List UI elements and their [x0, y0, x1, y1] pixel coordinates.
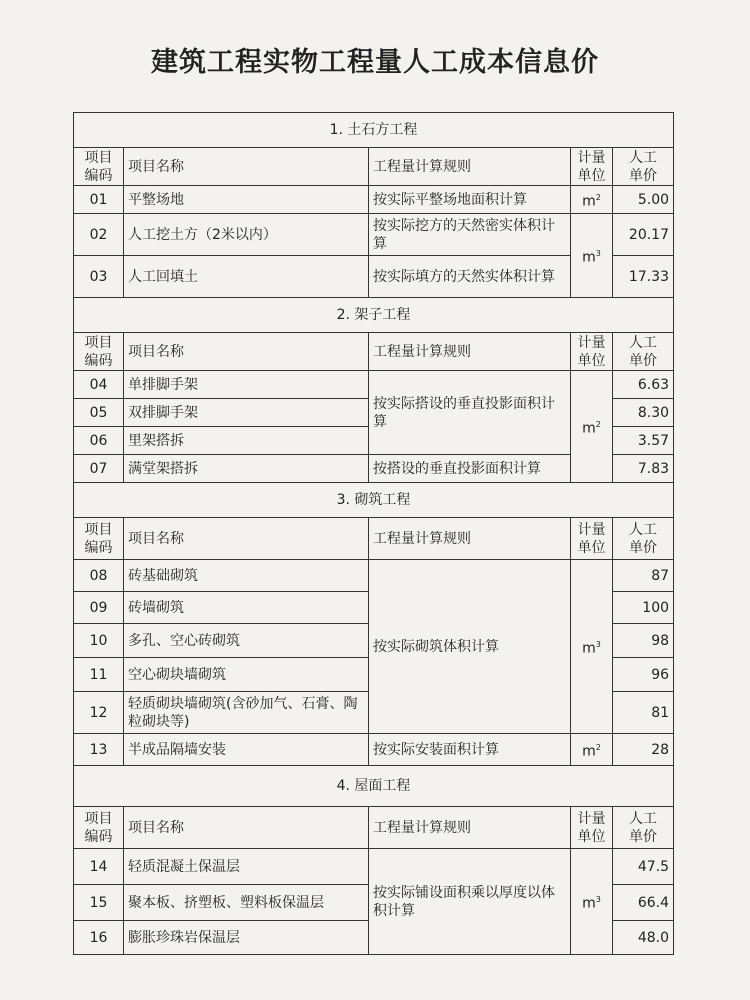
row-rule: 按实际砌筑体积计算	[369, 560, 571, 734]
row-rule: 按实际搭设的垂直投影面积计算	[369, 371, 571, 455]
row-name: 砖基础砌筑	[124, 560, 369, 592]
header-row	[74, 333, 674, 371]
col-rule-header: 工程量计算规则	[369, 148, 571, 186]
col-rule-header: 工程量计算规则	[369, 518, 571, 560]
row-code: 15	[74, 885, 124, 921]
col-code-header: 项目 编码	[74, 807, 124, 849]
row-unit: $m^2$	[571, 734, 613, 766]
row-price: 98	[613, 624, 674, 658]
row-name: 聚本板、挤塑板、塑料板保温层	[124, 885, 369, 921]
row-code: 09	[74, 592, 124, 624]
col-price-header: 人工 单价	[613, 333, 674, 371]
col-code-header: 项目 编码	[74, 518, 124, 560]
row-code: 06	[74, 427, 124, 455]
col-unit-header: 计量 单位	[571, 333, 613, 371]
row-name: 轻质砌块墙砌筑(含砂加气、石膏、陶粒砌块等)	[124, 692, 369, 734]
table-row	[74, 849, 674, 885]
row-price: 17.33	[613, 256, 674, 298]
row-unit: $m^3$	[571, 560, 613, 734]
row-code: 12	[74, 692, 124, 734]
col-name-header: 项目名称	[124, 807, 369, 849]
col-rule-header: 工程量计算规则	[369, 807, 571, 849]
row-price: 6.63	[613, 371, 674, 399]
row-name: 半成品隔墙安装	[124, 734, 369, 766]
table-row	[74, 560, 674, 592]
cost-table	[73, 112, 674, 955]
header-row	[74, 807, 674, 849]
row-code: 02	[74, 214, 124, 256]
row-price: 81	[613, 692, 674, 734]
row-price: 100	[613, 592, 674, 624]
col-name-header: 项目名称	[124, 333, 369, 371]
row-price: 8.30	[613, 399, 674, 427]
row-code: 16	[74, 921, 124, 955]
section-title: 1. 土石方工程	[74, 113, 674, 148]
row-price: 96	[613, 658, 674, 692]
col-unit-header: 计量 单位	[571, 518, 613, 560]
col-code-header: 项目 编码	[74, 333, 124, 371]
header-row	[74, 518, 674, 560]
row-rule: 按实际挖方的天然密实体积计算	[369, 214, 571, 256]
row-price: 48.0	[613, 921, 674, 955]
row-code: 04	[74, 371, 124, 399]
row-code: 08	[74, 560, 124, 592]
col-rule-header: 工程量计算规则	[369, 333, 571, 371]
row-price: 3.57	[613, 427, 674, 455]
col-name-header: 项目名称	[124, 148, 369, 186]
col-unit-header: 计量 单位	[571, 148, 613, 186]
row-name: 人工回填土	[124, 256, 369, 298]
section-title: 3. 砌筑工程	[74, 483, 674, 518]
row-price: 5.00	[613, 186, 674, 214]
row-name: 砖墙砌筑	[124, 592, 369, 624]
row-price: 7.83	[613, 455, 674, 483]
row-name: 轻质混凝土保温层	[124, 849, 369, 885]
row-unit: $m^3$	[571, 214, 613, 298]
col-unit-header: 计量 单位	[571, 807, 613, 849]
page-title: 建筑工程实物工程量人工成本信息价	[151, 47, 599, 78]
row-name: 单排脚手架	[124, 371, 369, 399]
row-name: 里架搭拆	[124, 427, 369, 455]
table-row	[74, 371, 674, 399]
table-row	[74, 734, 674, 766]
row-rule: 按实际填方的天然实体积计算	[369, 256, 571, 298]
row-rule: 按实际安装面积计算	[369, 734, 571, 766]
row-unit: $m^2$	[571, 186, 613, 214]
row-rule: 按搭设的垂直投影面积计算	[369, 455, 571, 483]
row-unit: $m^3$	[571, 849, 613, 955]
row-code: 13	[74, 734, 124, 766]
col-price-header: 人工 单价	[613, 148, 674, 186]
row-code: 07	[74, 455, 124, 483]
row-name: 多孔、空心砖砌筑	[124, 624, 369, 658]
row-name: 双排脚手架	[124, 399, 369, 427]
row-rule: 按实际铺设面积乘以厚度以体积计算	[369, 849, 571, 955]
row-price: 28	[613, 734, 674, 766]
col-price-header: 人工 单价	[613, 518, 674, 560]
row-name: 平整场地	[124, 186, 369, 214]
row-price: 66.4	[613, 885, 674, 921]
col-price-header: 人工 单价	[613, 807, 674, 849]
row-name: 膨胀珍珠岩保温层	[124, 921, 369, 955]
row-code: 11	[74, 658, 124, 692]
row-code: 03	[74, 256, 124, 298]
row-price: 87	[613, 560, 674, 592]
row-price: 20.17	[613, 214, 674, 256]
row-rule: 按实际平整场地面积计算	[369, 186, 571, 214]
row-code: 14	[74, 849, 124, 885]
row-code: 01	[74, 186, 124, 214]
row-name: 满堂架搭拆	[124, 455, 369, 483]
row-price: 47.5	[613, 849, 674, 885]
section-title: 2. 架子工程	[74, 298, 674, 333]
row-unit: $m^2$	[571, 371, 613, 483]
row-name: 空心砌块墙砌筑	[124, 658, 369, 692]
row-code: 05	[74, 399, 124, 427]
col-name-header: 项目名称	[124, 518, 369, 560]
row-name: 人工挖土方（2米以内）	[124, 214, 369, 256]
table-row	[74, 186, 674, 214]
header-row	[74, 148, 674, 186]
col-code-header: 项目 编码	[74, 148, 124, 186]
section-title: 4. 屋面工程	[74, 766, 674, 807]
table-row	[74, 214, 674, 256]
row-code: 10	[74, 624, 124, 658]
